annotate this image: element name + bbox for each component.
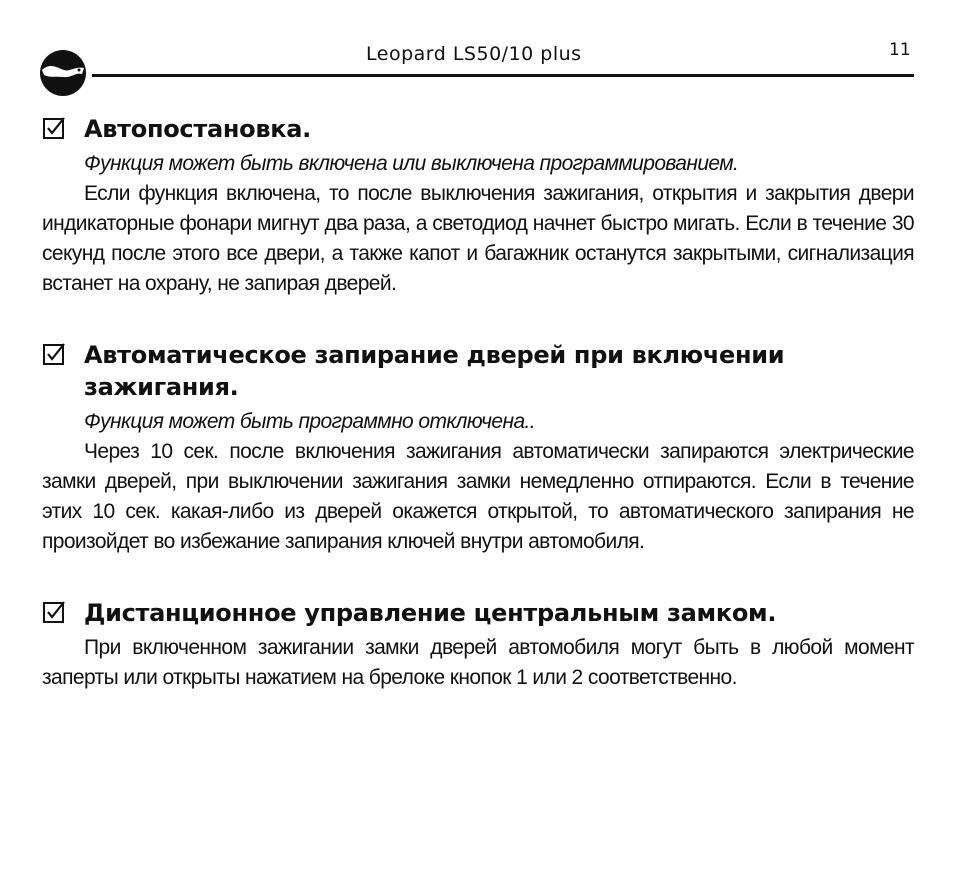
page-number: 11 bbox=[889, 40, 911, 60]
section-heading bbox=[42, 339, 914, 403]
header-title: Leopard LS50/10 plus bbox=[366, 43, 582, 65]
section-title: Дистанционное управление центральным замком. bbox=[84, 599, 777, 627]
section-text: Через 10 сек. после включения зажигания автоматически запираются электрические замки дверей, при выключении зажигания замки немедленно отпираются. Если в течение этих 10 сек. какая-либо из дверей окажется открытой, то автоматического запирания не произойдет во избежание запирания ключей внутри автомобиля. bbox=[42, 440, 914, 553]
section-note: Функция может быть включена или выключена программированием. bbox=[84, 152, 739, 175]
section-heading bbox=[42, 113, 914, 145]
leopard-logo-icon bbox=[38, 48, 90, 98]
section-heading bbox=[42, 597, 914, 629]
checkbox-checked-icon bbox=[42, 601, 66, 625]
checkbox-checked-icon bbox=[42, 343, 66, 367]
header-divider bbox=[92, 74, 914, 77]
section-auto-lock bbox=[42, 339, 914, 557]
section-autoarm bbox=[42, 113, 914, 299]
section-title: Автопостановка. bbox=[84, 115, 311, 143]
section-remote-central-lock bbox=[42, 597, 914, 693]
section-text: Если функция включена, то после выключения зажигания, открытия и закрытия двери индикаторные фонари мигнут два раза, а светодиод начнет быстро мигать. Если в течение 30 секунд после этого все двери, а также капот и багажник останутся закрытыми, сигнализация встанет на охрану, не запирая дверей. bbox=[42, 182, 914, 295]
section-title: Автоматическое запирание дверей при включении зажигания. bbox=[84, 341, 785, 401]
section-note: Функция может быть программно отключена.. bbox=[84, 410, 535, 433]
page-header bbox=[0, 0, 954, 100]
checkbox-checked-icon bbox=[42, 117, 66, 141]
section-text: При включенном зажигании замки дверей автомобиля могут быть в любой момент заперты или открыты нажатием на брелоке кнопок 1 или 2 соответственно. bbox=[42, 636, 914, 689]
